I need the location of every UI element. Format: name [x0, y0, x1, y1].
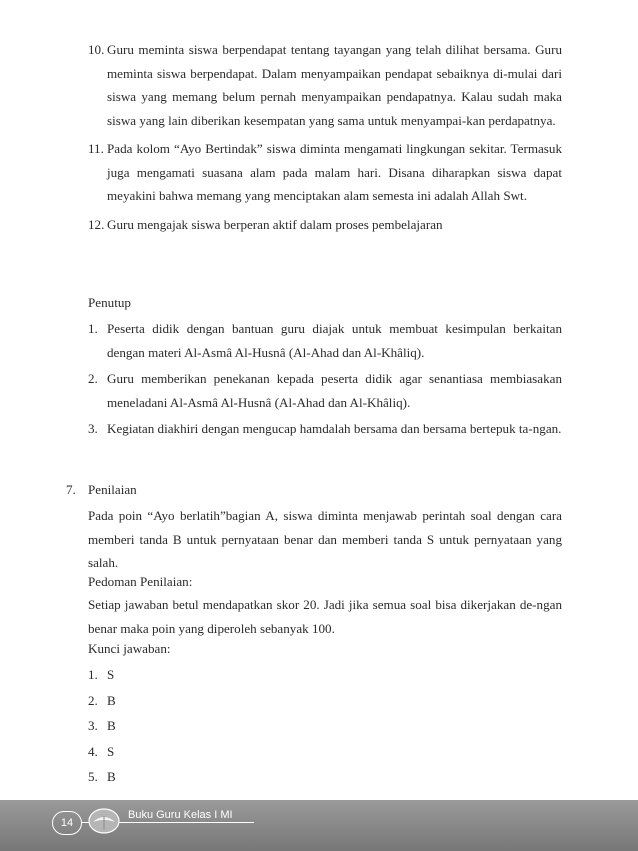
list-item [88, 317, 562, 364]
item-number: 1. [88, 321, 98, 336]
answer-item [88, 689, 562, 713]
item-text: Guru mengajak siswa berperan aktif dalam proses pembelajaran [107, 216, 443, 232]
page-number: 14 [52, 811, 82, 835]
item-text: Guru memberikan penekanan kepada peserta didik agar senantiasa membiasakan meneladani Al-Asmâ Al-Husnâ (Al-Ahad dan Al-Khâliq). [107, 371, 562, 410]
section-number: 7. [66, 482, 76, 497]
item-number: 12. [88, 216, 105, 232]
item-text: Pada kolom “Ayo Bertindak” siswa diminta mengamati lingkungan sekitar. Termasuk juga mengamati suasana alam pada malam hari. Disana diharapkan siswa dapat meyakini bahwa memang yang menciptakan alam semesta ini adalah Allah Swt. [107, 141, 562, 203]
book-title: Buku Guru Kelas I MI [128, 809, 233, 821]
book-logo-icon [88, 806, 120, 834]
item-number: 2. [88, 371, 98, 386]
list-item [88, 38, 562, 132]
section-heading [66, 478, 137, 502]
answer-item [88, 765, 562, 789]
answer-value: B [107, 692, 116, 708]
answer-item [88, 663, 562, 687]
answer-number: 3. [88, 718, 98, 733]
item-number: 10. [88, 42, 105, 57]
kunci-heading: Kunci jawaban: [88, 641, 171, 656]
answer-number: 2. [88, 692, 98, 708]
list-item [88, 367, 562, 414]
item-text: Guru meminta siswa berpendapat tentang tayangan yang telah dilihat bersama. Guru meminta siswa berpendapat. Dalam menyampaikan pendapat sebaiknya di-mulai dari siswa yang memang belum pernah menyampaikan pendapatnya. Kalau sudah maka siswa yang lain diberikan kesempatan yang sama untuk menyampai-kan perdapatnya. [107, 42, 562, 128]
answer-value: B [107, 718, 116, 733]
section-title: Penilaian [88, 482, 137, 497]
answer-number: 4. [88, 743, 98, 759]
item-text: Peserta didik dengan bantuan guru diajak untuk membuat kesimpulan berkaitan dengan materi Al-Asmâ Al-Husnâ (Al-Ahad dan Al-Khâliq). [107, 321, 562, 360]
answer-number: 5. [88, 769, 98, 784]
list-item [88, 213, 562, 237]
answer-item [88, 714, 562, 738]
pedoman-text: Setiap jawaban betul mendapatkan skor 20. Jadi jika semua soal bisa dikerjakan de-ngan benar maka poin yang diperoleh sebanyak 100. [88, 597, 562, 636]
answer-value: S [107, 743, 115, 759]
answer-item [88, 740, 562, 764]
answer-key-list [88, 663, 562, 789]
answer-value: B [107, 769, 116, 784]
pedoman-heading: Pedoman Penilaian: [88, 574, 193, 589]
list-item [88, 137, 562, 208]
activity-list [88, 38, 562, 236]
list-item [88, 417, 562, 441]
penutup-heading: Penutup [88, 295, 131, 310]
penutup-list [88, 317, 562, 441]
answer-value: S [107, 667, 115, 682]
penilaian-intro: Pada poin “Ayo berlatih”bagian A, siswa diminta menjawab perintah soal dengan cara memberi tanda B untuk pernyataan benar dan memberi tanda S untuk pernyataan yang salah. [88, 508, 562, 570]
item-number: 3. [88, 421, 98, 436]
item-text: Kegiatan diakhiri dengan mengucap hamdalah bersama dan bersama bertepuk ta-ngan. [107, 421, 562, 436]
item-number: 11. [88, 141, 104, 156]
answer-number: 1. [88, 667, 98, 682]
